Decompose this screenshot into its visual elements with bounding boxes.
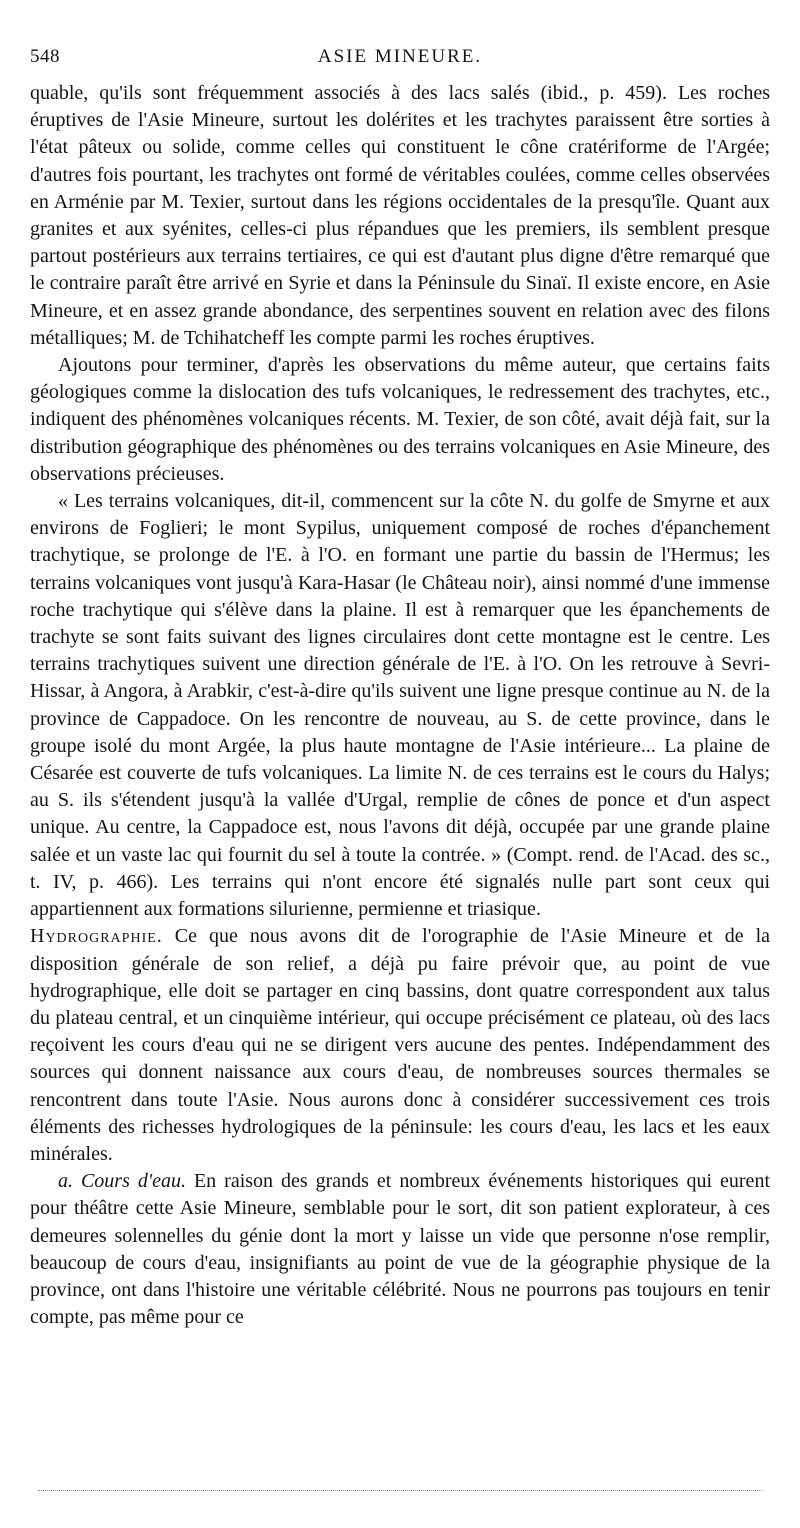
section-heading-cours-d-eau: a. Cours d'eau. <box>58 1170 186 1193</box>
running-header <box>30 46 770 80</box>
paragraph-volcanic-rocks: quable, qu'ils sont fréquemment associés à des lacs salés (ibid., p. 459). Les roches éruptives de l'Asie Mineure, surtout les dolérites et les trachytes paraissent être sorties à l'état pâteux ou solide, comme celles qui constituent le cône cratériforme de l'Argée; d'autres fois pourtant, les trachytes ont formé de véritables coulées, comme celles observées en Arménie par M. Texier, surtout dans les régions occidentales de la presqu'île. Quant aux granites et aux syénites, celles-ci plus répandues que les premiers, ils semblent presque partout postérieurs aux terrains tertiaires, ce qui est d'autant plus digne d'être remarqué que le contraire paraît être arrivé en Syrie et dans la Péninsule du Sinaï. Il existe encore, en Asie Mineure, et en assez grande abondance, des serpentines souvent en relation avec des filons métalliques; M. de Tchihatcheff les compte parmi les roches éruptives. <box>30 82 770 349</box>
hydrographie-text: Ce que nous avons dit de l'orographie de l'Asie Mineure et de la disposition générale de son relief, a déjà pu faire prévoir que, au point de vue hydrographique, elle doit se partager en cinq bassins, dont quatre correspondent aux talus du plateau central, et un cinquième intérieur, qui occupe précisément ce plateau, où des lacs reçoivent les cours d'eau qui ne se dirigent vers aucune des pentes. Indépendamment des sources qui donnent naissance aux cours d'eau, de nombreuses sources thermales se rencontrent dans toute l'Asie. Nous aurons donc à considérer successivement ces trois éléments des richesses hydrologiques de la péninsule: les cours d'eau, les lacs et les eaux minérales. <box>30 925 771 1165</box>
paragraph-texier-quote: « Les terrains volcaniques, dit-il, commencent sur la côte N. du golfe de Smyrne et aux environs de Foglieri; le mont Sypilus, uniquement composé de roches d'épanchement trachytique, se prolonge de l'E. à l'O. en formant une partie du bassin de l'Hermus; les terrains volcaniques vont jusqu'à Kara-Hasar (le Château noir), ainsi nommé d'une immense roche trachytique qui s'élève dans la plaine. Il est à remarquer que les épanchements de trachyte se sont faits suivant des lignes circulaires dont cette montagne est le centre. Les terrains trachytiques suivent une direction générale de l'E. à l'O. On les retrouve à Sevri-Hissar, à Angora, à Arabkir, c'est-à-dire qu'ils suivent une ligne presque continue au N. de la province de Cappadoce. On les rencontre de nouveau, au S. de cette province, dans le groupe isolé du mont Argée, la plus haute montagne de l'Asie intérieure... La plaine de Césarée est couverte de tufs volcaniques. La limite N. de ces terrains est le cours du Halys; au S. ils s'étendent jusqu'à la vallée d'Urgal, remplie de cônes de ponce et d'un aspect unique. Au centre, la Cappadoce est, nous l'avons dit déjà, occupée par une grande plaine salée et un vaste lac qui fournit du sel à toute la contrée. » (Compt. rend. de l'Acad. des sc., t. IV, p. 466). Les terrains qui n'ont encore été signalés nulle part sont ceux qui appartiennent aux formations silurienne, permienne et triasique. <box>30 490 770 921</box>
footer-rule <box>38 1490 762 1491</box>
book-page <box>30 46 770 1331</box>
section-heading-hydrographie: Hydrographie. <box>30 925 163 948</box>
body-text <box>30 80 770 1331</box>
page-number: 548 <box>30 46 60 67</box>
paragraph-recent-phenomena: Ajoutons pour terminer, d'après les observations du même auteur, que certains faits géologiques comme la dislocation des tufs volcaniques, le redressement des trachytes, etc., indiquent des phénomènes volcaniques récents. M. Texier, de son côté, avait déjà fait, sur la distribution géographique des phénomènes ou des terrains volcaniques en Asie Mineure, des observations précieuses. <box>30 354 770 485</box>
cours-d-eau-text: En raison des grands et nombreux événements historiques qui eurent pour théâtre cette Asie Mineure, semblable pour le sort, dit son patient explorateur, à ces demeures solennelles du génie dont la mort y laisse un vide que personne n'ose remplir, beaucoup de cours d'eau, insignifiants au point de vue de la géographie physique de la province, ont dans l'histoire une véritable célébrité. Nous ne pourrons pas toujours en tenir compte, pas même pour ce <box>30 1170 770 1329</box>
paragraph-cours-d-eau <box>30 1168 770 1331</box>
running-title: ASIE MINEURE. <box>317 46 483 67</box>
paragraph-hydrographie <box>30 923 770 1168</box>
